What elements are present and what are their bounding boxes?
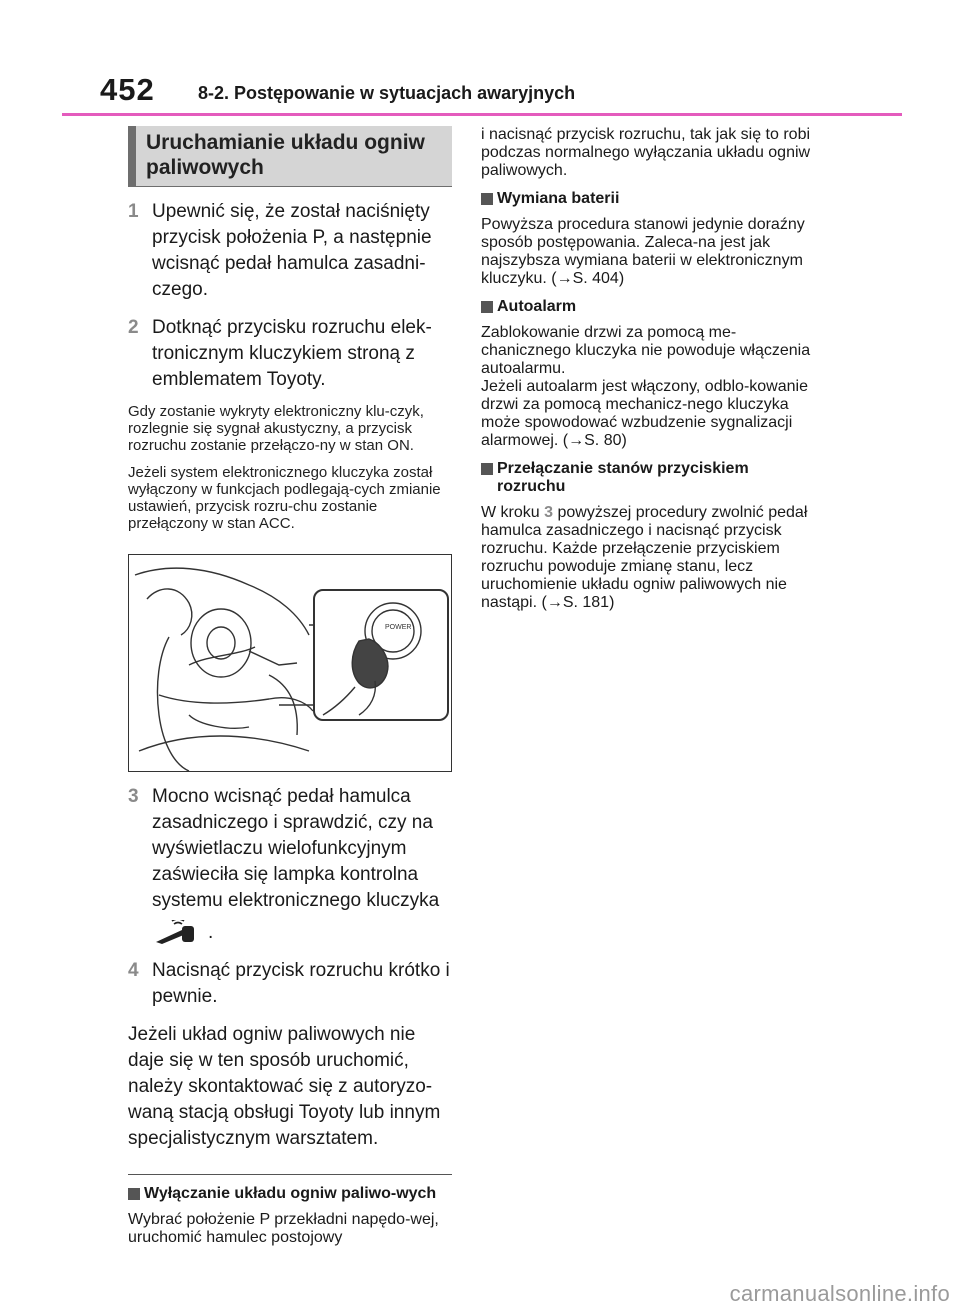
- step-4: [128, 958, 452, 1010]
- indicator-period: .: [208, 922, 214, 943]
- watermark: carmanualsonline.info: [729, 1281, 950, 1306]
- electronic-key-indicator-icon: [152, 920, 198, 946]
- step-2: [128, 315, 452, 393]
- illustration-figure: [128, 554, 452, 772]
- subheading-text: Przełączanie stanów przyciskiem rozruchu: [497, 460, 749, 495]
- step-text: Nacisnąć przycisk rozruchu krótko i pewnie.: [152, 960, 450, 1007]
- step-number: 1: [128, 201, 139, 222]
- body-paragraph: i nacisnąć przycisk rozruchu, tak jak się to robi podczas normalnego wyłączania układu ogniw paliwowych.: [481, 126, 811, 179]
- power-label: POWER: [385, 624, 412, 631]
- step-3: [128, 784, 452, 914]
- topic-heading: Uruchamianie układu ogniw paliwowych: [128, 126, 452, 187]
- page-number: 452: [100, 72, 155, 107]
- bullet-square-icon: [481, 463, 493, 475]
- bullet-square-icon: [128, 1188, 140, 1200]
- body-paragraph: Wybrać położenie P przekładni napędo-wej, uruchomić hamulec postojowy: [128, 1211, 439, 1246]
- body-paragraph: [481, 504, 811, 612]
- note-paragraph: Gdy zostanie wykryty elektroniczny klu-czyk, rozlegnie się sygnał akustyczny, a przycisk rozruchu zostanie przełączo-ny w stan ON.: [128, 403, 424, 454]
- subheading-shutdown: [128, 1185, 452, 1203]
- subheading-switching: [481, 460, 811, 496]
- step-text: Dotknąć przycisku rozruchu elek-tronicznym kluczykiem stroną z emblematem Toyoty.: [152, 317, 432, 390]
- bullet-square-icon: [481, 301, 493, 313]
- step-number: 3: [128, 786, 139, 807]
- body-text-start: W kroku: [481, 504, 540, 521]
- right-column: [481, 126, 811, 612]
- subheading-text: Wyłączanie układu ogniw paliwo-wych: [144, 1185, 437, 1202]
- subheading-battery: [481, 190, 811, 208]
- body-paragraph: Powyższa procedura stanowi jedynie doraźny sposób postępowania. Zaleca-na jest jak najszybsza wymiana baterii w elektronicznym kluczyku. (→S. 404): [481, 216, 805, 287]
- subheading-text: Wymiana baterii: [497, 190, 620, 207]
- subheading-alarm: [481, 298, 811, 316]
- power-button-inset: [313, 589, 449, 721]
- section-divider: [128, 1174, 452, 1175]
- subheading-text: Autoalarm: [497, 298, 577, 315]
- step-number: 2: [128, 317, 139, 338]
- step-1: [128, 199, 452, 303]
- note-paragraph: Jeżeli system elektronicznego kluczyka został wyłączony w funkcjach podlegają-cych zmianie ustawień, przycisk rozru-chu zostanie przełączony w stan ACC.: [128, 464, 441, 532]
- body-paragraph: Jeżeli autoalarm jest włączony, odblo-kowanie drzwi za pomocą mechanicz-nego kluczyka może spowodować wzbudzenie sygnalizacji alarmowej. (→S. 80): [481, 378, 808, 449]
- key-on-power-button-illustration: [315, 591, 447, 719]
- step-text: Upewnić się, że został naciśnięty przycisk położenia P, a następnie wcisnąć pedał hamulca zasadni-czego.: [152, 201, 432, 300]
- left-column: [128, 126, 452, 1247]
- section-title: 8-2. Postępowanie w sytuacjach awaryjnych: [198, 83, 576, 103]
- step-number: 4: [128, 960, 139, 981]
- step-reference-number: 3: [544, 504, 554, 521]
- page-header: [0, 0, 960, 120]
- body-paragraph: Zablokowanie drzwi za pomocą me-chanicznego kluczyka nie powoduje włączenia autoalarmu.: [481, 324, 811, 377]
- advice-paragraph: Jeżeli układ ogniw paliwowych nie daje się w ten sposób uruchomić, należy skontaktować się z autoryzo-waną stacją obsługi Toyoty lub innym specjalistycznym warsztatem.: [128, 1024, 441, 1149]
- header-divider: [62, 113, 902, 116]
- body-text-end: powyższej procedury zwolnić pedał hamulca zasadniczego i nacisnąć przycisk rozruchu. Każde przełączenie przyciskiem rozruchu powoduje zmianę stanu, lecz uruchomienie układu ogniw paliwowych nie nastąpi. (→S. 181): [481, 504, 808, 611]
- key-indicator-row: [128, 920, 452, 946]
- step-text: Mocno wcisnąć pedał hamulca zasadniczego i sprawdzić, czy na wyświetlaczu wielofunkcyjnym zaświeciła się lampka kontrolna systemu elektronicznego kluczyka: [152, 786, 440, 911]
- bullet-square-icon: [481, 193, 493, 205]
